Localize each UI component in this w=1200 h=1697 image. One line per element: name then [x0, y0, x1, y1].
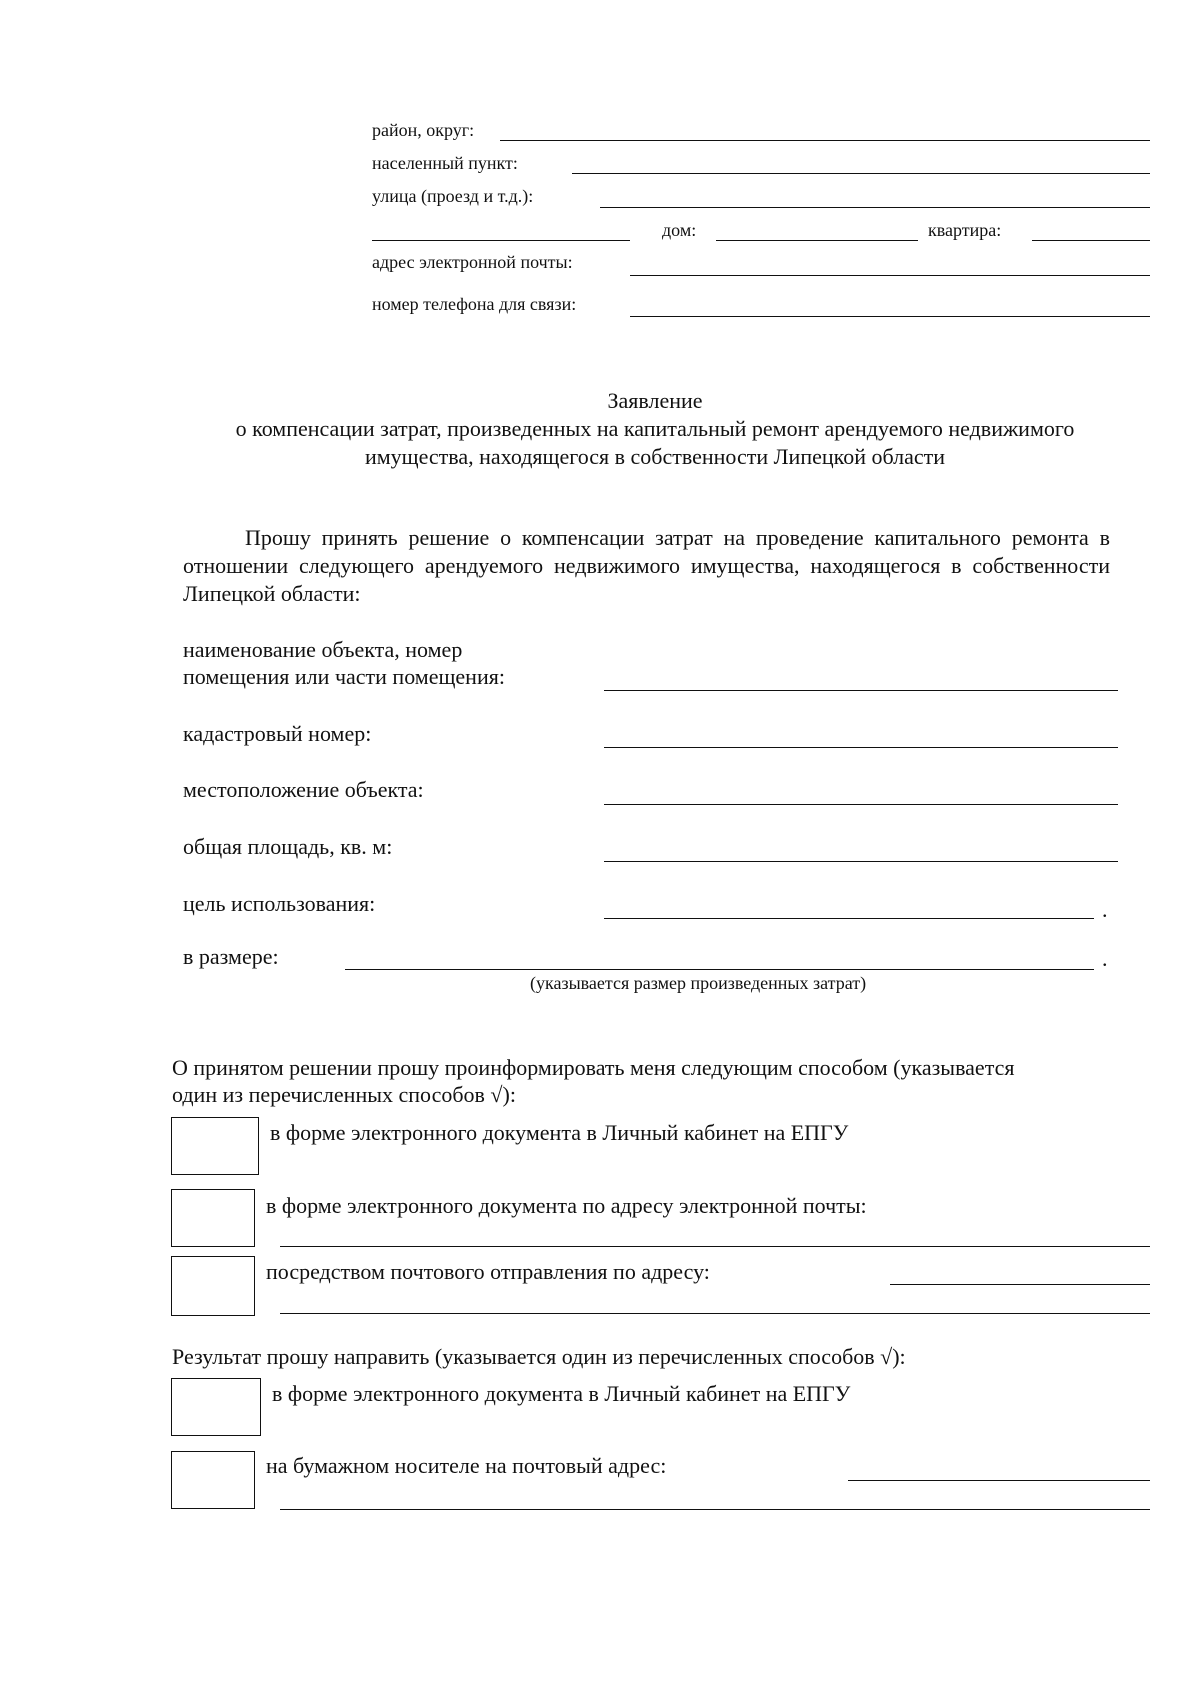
notify-heading-line-1: О принятом решении прошу проинформировать меня следующим способом (указывается [172, 1055, 1015, 1080]
amount-field[interactable] [345, 969, 1094, 970]
location-label: местоположение объекта: [183, 777, 424, 802]
object-name-label-line-2: помещения или части помещения: [183, 664, 505, 689]
amount-note: (указывается размер произведенных затрат) [530, 973, 867, 993]
purpose-label: цель использования: [183, 891, 376, 916]
notify-post-checkbox[interactable] [171, 1256, 255, 1316]
result-paper-address-continuation-field[interactable] [280, 1509, 1150, 1510]
email-label: адрес электронной почты: [372, 252, 573, 272]
notify-email-checkbox[interactable] [171, 1189, 255, 1247]
phone-field[interactable] [630, 316, 1150, 317]
notify-post-address-continuation-field[interactable] [280, 1313, 1150, 1314]
object-name-label-line-1: наименование объекта, номер [183, 637, 463, 662]
notify-email-label: в форме электронного документа по адресу электронной почты: [266, 1193, 867, 1218]
result-epgu-label: в форме электронного документа в Личный кабинет на ЕПГУ [272, 1381, 851, 1406]
result-epgu-checkbox[interactable] [171, 1378, 261, 1436]
result-paper-checkbox[interactable] [171, 1451, 255, 1509]
title-line-2: о компенсации затрат, произведенных на капитальный ремонт арендуемого недвижимого [235, 416, 1075, 441]
notify-heading-line-2: один из перечисленных способов √): [172, 1082, 516, 1107]
email-field[interactable] [630, 275, 1150, 276]
district-field[interactable] [500, 140, 1150, 141]
object-name-field[interactable] [604, 690, 1118, 691]
notify-email-field[interactable] [280, 1246, 1150, 1247]
purpose-period: . [1102, 897, 1108, 922]
amount-label: в размере: [183, 944, 279, 969]
notify-post-label: посредством почтового отправления по адресу: [266, 1259, 710, 1284]
title-line-1: Заявление [607, 388, 703, 413]
street-continuation-field[interactable] [372, 240, 630, 241]
title-line-3: имущества, находящегося в собственности Липецкой области [364, 444, 946, 469]
locality-label: населенный пункт: [372, 153, 518, 173]
request-paragraph: Прошу принять решение о компенсации затрат на проведение капитального ремонта в отношении следующего арендуемого недвижимого имущества, находящегося в собственности Липецкой области: [183, 525, 1110, 606]
area-field[interactable] [604, 861, 1118, 862]
house-field[interactable] [716, 240, 918, 241]
location-field[interactable] [604, 804, 1118, 805]
result-paper-label: на бумажном носителе на почтовый адрес: [266, 1453, 667, 1478]
apartment-field[interactable] [1032, 240, 1150, 241]
result-paper-address-field[interactable] [848, 1480, 1150, 1481]
purpose-field[interactable] [604, 918, 1094, 919]
locality-field[interactable] [572, 173, 1150, 174]
notify-post-address-field[interactable] [890, 1284, 1150, 1285]
notify-epgu-checkbox[interactable] [171, 1117, 259, 1175]
result-heading: Результат прошу направить (указывается один из перечисленных способов √): [172, 1344, 906, 1369]
cadastral-field[interactable] [604, 747, 1118, 748]
notify-epgu-label: в форме электронного документа в Личный кабинет на ЕПГУ [270, 1120, 849, 1145]
document-title [150, 387, 1160, 471]
apartment-label: квартира: [928, 220, 1002, 240]
area-label: общая площадь, кв. м: [183, 834, 393, 859]
house-label: дом: [662, 220, 697, 240]
street-label: улица (проезд и т.д.): [372, 186, 534, 206]
street-field[interactable] [600, 207, 1150, 208]
amount-period: . [1102, 946, 1108, 971]
phone-label: номер телефона для связи: [372, 294, 577, 314]
district-label: район, округ: [372, 120, 475, 140]
cadastral-label: кадастровый номер: [183, 721, 372, 746]
